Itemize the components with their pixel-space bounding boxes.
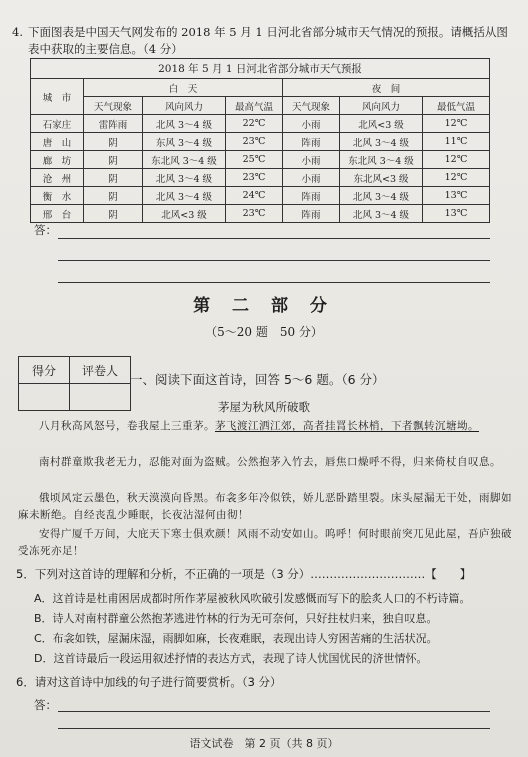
poem-paragraph: 南村群童欺我老无力，忍能对面为盗贼。公然抱茅入竹去，唇焦口燥呼不得，归来倚杖自叹息。 <box>39 456 501 468</box>
col-header: 天气现象 <box>84 97 143 115</box>
table-cell: 阵雨 <box>283 133 340 151</box>
night-header: 夜 间 <box>283 79 490 97</box>
table-cell: 北风 3～4 级 <box>143 169 226 187</box>
table-cell: 小雨 <box>283 169 340 187</box>
question-4 <box>12 24 512 58</box>
city-cell: 廊 坊 <box>31 151 84 169</box>
table-cell: 东北风<3 级 <box>340 169 423 187</box>
table-cell: 阴 <box>84 205 143 223</box>
table-row <box>31 187 490 205</box>
question-5-stem: 5．下列对这首诗的理解和分析，不正确的一项是（3 分）…………………………【 】 <box>16 567 472 581</box>
table-cell: 东北风 3～4 级 <box>340 151 423 169</box>
table-row <box>31 151 490 169</box>
table-cell: 12℃ <box>423 115 490 133</box>
table-cell: 23℃ <box>226 169 283 187</box>
answer-line[interactable] <box>58 282 490 283</box>
table-cell: 13℃ <box>423 187 490 205</box>
table-cell: 12℃ <box>423 151 490 169</box>
table-cell: 东北风 3～4 级 <box>143 151 226 169</box>
option-a: A．这首诗是杜甫困居成都时所作茅屋被秋风吹破引发感慨而写下的脍炙人口的不朽诗篇。 <box>34 592 471 605</box>
table-cell: 22℃ <box>226 115 283 133</box>
grader-label: 评卷人 <box>70 357 131 384</box>
poem-paragraph: 俄顷风定云墨色，秋天漠漠向昏黑。布衾多年冷似铁，娇儿恶卧踏里裂。床头屋漏无干处，雨脚如麻未断绝。自经丧乱少睡眠，长夜沾湿何由彻！ <box>18 492 512 521</box>
city-cell: 衡 水 <box>31 187 84 205</box>
weather-table <box>30 58 490 223</box>
answer-line[interactable] <box>58 260 490 261</box>
table-cell: 23℃ <box>226 133 283 151</box>
poem-paragraph <box>18 418 512 435</box>
part-title: 第 二 部 分 <box>193 296 335 316</box>
poem-title: 茅屋为秋风所破歌 <box>218 400 310 414</box>
day-header: 白 天 <box>84 79 283 97</box>
answer-label: 答： <box>34 223 57 237</box>
question-number: 4. <box>12 25 23 39</box>
table-cell: 23℃ <box>226 205 283 223</box>
table-row <box>31 205 490 223</box>
city-cell: 石家庄 <box>31 115 84 133</box>
city-header: 城 市 <box>31 79 84 115</box>
table-cell: 小雨 <box>283 151 340 169</box>
table-cell: 25℃ <box>226 151 283 169</box>
table-cell: 阴 <box>84 151 143 169</box>
section-title: 一、阅读下面这首诗，回答 5～6 题。（6 分） <box>130 372 385 387</box>
poem-paragraph: 安得广厦千万间，大庇天下寒士俱欢颜！风雨不动安如山。呜呼！何时眼前突兀见此屋，吾庐独破受冻死亦足！ <box>18 528 512 557</box>
city-cell: 唐 山 <box>31 133 84 151</box>
option-d: D．这首诗最后一段运用叙述抒情的表达方式，表现了诗人忧国忧民的济世情怀。 <box>34 652 428 665</box>
table-cell: 北风 3～4 级 <box>340 133 423 151</box>
table-cell: 阵雨 <box>283 205 340 223</box>
table-row <box>31 115 490 133</box>
underlined-sentence: 茅飞渡江洒江郊，高者挂罥长林梢，下者飘转沉塘坳。 <box>215 420 479 432</box>
city-cell: 沧 州 <box>31 169 84 187</box>
answer-line[interactable] <box>58 728 490 729</box>
table-cell: 北风 3～4 级 <box>340 187 423 205</box>
table-row <box>31 169 490 187</box>
table-cell: 北风<3 级 <box>340 115 423 133</box>
col-header: 风向风力 <box>143 97 226 115</box>
table-cell: 北风 3～4 级 <box>143 115 226 133</box>
table-row <box>31 133 490 151</box>
table-cell: 阵雨 <box>283 187 340 205</box>
table-cell: 阴 <box>84 169 143 187</box>
option-b: B．诗人对南村群童公然抱茅逃进竹林的行为无可奈何，只好拄杖归来，独自叹息。 <box>34 612 438 625</box>
col-header: 风向风力 <box>340 97 423 115</box>
answer-line[interactable] <box>58 711 490 712</box>
table-cell: 阴 <box>84 187 143 205</box>
col-header: 天气现象 <box>283 97 340 115</box>
table-cell: 北风<3 级 <box>143 205 226 223</box>
table-cell: 北风 3～4 级 <box>143 187 226 205</box>
table-caption: 2018 年 5 月 1 日河北省部分城市天气预报 <box>31 59 490 79</box>
table-cell: 小雨 <box>283 115 340 133</box>
table-cell: 雷阵雨 <box>84 115 143 133</box>
table-cell: 13℃ <box>423 205 490 223</box>
city-cell: 邢 台 <box>31 205 84 223</box>
table-cell: 北风 3～4 级 <box>340 205 423 223</box>
table-cell: 阴 <box>84 133 143 151</box>
table-cell: 东风 3～4 级 <box>143 133 226 151</box>
option-c: C．布衾如铁，屋漏床湿，雨脚如麻，长夜难眠，表现出诗人穷困苦痛的生活状况。 <box>34 632 438 645</box>
score-label: 得分 <box>19 357 70 384</box>
table-cell: 11℃ <box>423 133 490 151</box>
question-text: 下面图表是中国天气网发布的 2018 年 5 月 1 日河北省部分城市天气情况的预报。请概括从图表中获取的主要信息。（4 分） <box>28 25 508 56</box>
poem-text: 八月秋高风怒号，卷我屋上三重茅。 <box>39 420 215 432</box>
part-subtitle: （5～20 题 50 分） <box>205 325 323 339</box>
table-cell: 24℃ <box>226 187 283 205</box>
col-header: 最高气温 <box>226 97 283 115</box>
question-6-stem: 6．请对这首诗中加线的句子进行简要赏析。（3 分） <box>16 675 282 689</box>
answer-line[interactable] <box>58 238 490 239</box>
page-footer: 语文试卷 第 2 页（共 8 页） <box>189 737 339 750</box>
answer-label: 答： <box>34 698 57 712</box>
col-header: 最低气温 <box>423 97 490 115</box>
table-cell: 12℃ <box>423 169 490 187</box>
